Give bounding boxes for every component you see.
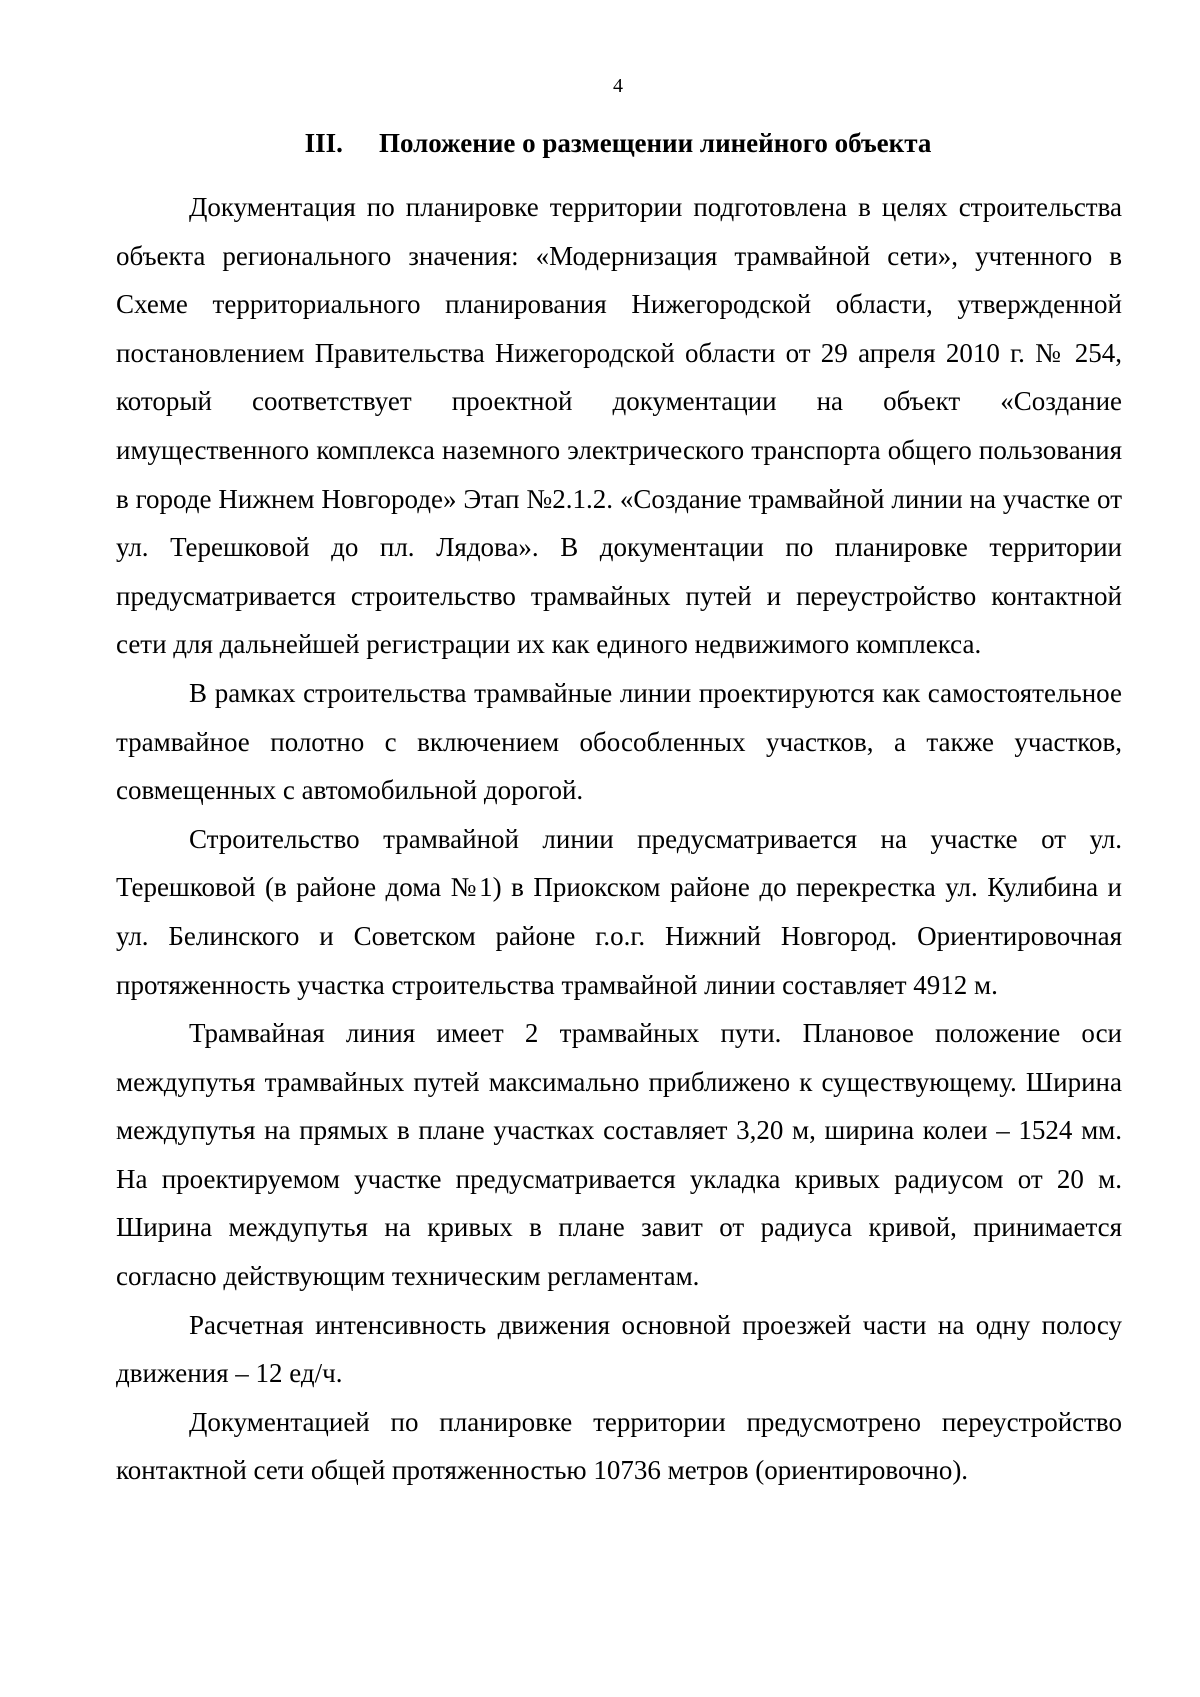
section-title: Положение о размещении линейного объекта [378, 128, 932, 158]
section-numeral: III. [304, 128, 343, 158]
section-heading [0, 126, 1200, 160]
paragraph-construction-section: Строительство трамвайной линии предусматривается на участке от ул. Терешковой (в районе дома №1) в Приокском районе до перекрестка ул. Кулибина и ул. Белинского и Советском районе г.о.г. Нижний Новгород. Ориентировочная протяженность участка строительства трамвайной линии составляет 4912 м. [116, 823, 1122, 1000]
document-body [116, 183, 1122, 1495]
paragraph-documentation-purpose: Документация по планировке территории подготовлена в целях строительства объекта регионального значения: «Модернизация трамвайной сети», учтенного в Схеме территориального планирования Нижегородской области, утвержденной постановлением Правительства Нижегородской области от 29 апреля 2010 г. № 254, который соответствует проектной документации на объект «Создание имущественного комплекса наземного электрического транспорта общего пользования в городе Нижнем Новгороде» Этап №2.1.2. «Создание трамвайной линии на участке от ул. Терешковой до пл. Лядова». В документации по планировке территории предусматривается строительство трамвайных путей и переустройство контактной сети для дальнейшей регистрации их как единого недвижимого комплекса. [116, 192, 1122, 660]
paragraph-tram-lines-design: В рамках строительства трамвайные линии проектируются как самостоятельное трамвайное полотно с включением обособленных участков, а также участков, совмещенных с автомобильной дорогой. [116, 677, 1122, 806]
paragraph-traffic-intensity: Расчетная интенсивность движения основной проезжей части на одну полосу движения – 12 ед/ч. [116, 1309, 1122, 1389]
paragraph-track-parameters: Трамвайная линия имеет 2 трамвайных пути. Плановое положение оси междупутья трамвайных путей максимально приближено к существующему. Ширина междупутья на прямых в плане участках составляет 3,20 м, ширина колеи – 1524 мм. На проектируемом участке предусматривается укладка кривых радиусом от 20 м. Ширина междупутья на кривых в плане завит от радиуса кривой, принимается согласно действующим техническим регламентам. [116, 1018, 1122, 1292]
page-number: 4 [613, 75, 623, 97]
paragraph-contact-network: Документацией по планировке территории предусмотрено переустройство контактной сети общей протяженностью 10736 метров (ориентировочно). [116, 1406, 1122, 1486]
